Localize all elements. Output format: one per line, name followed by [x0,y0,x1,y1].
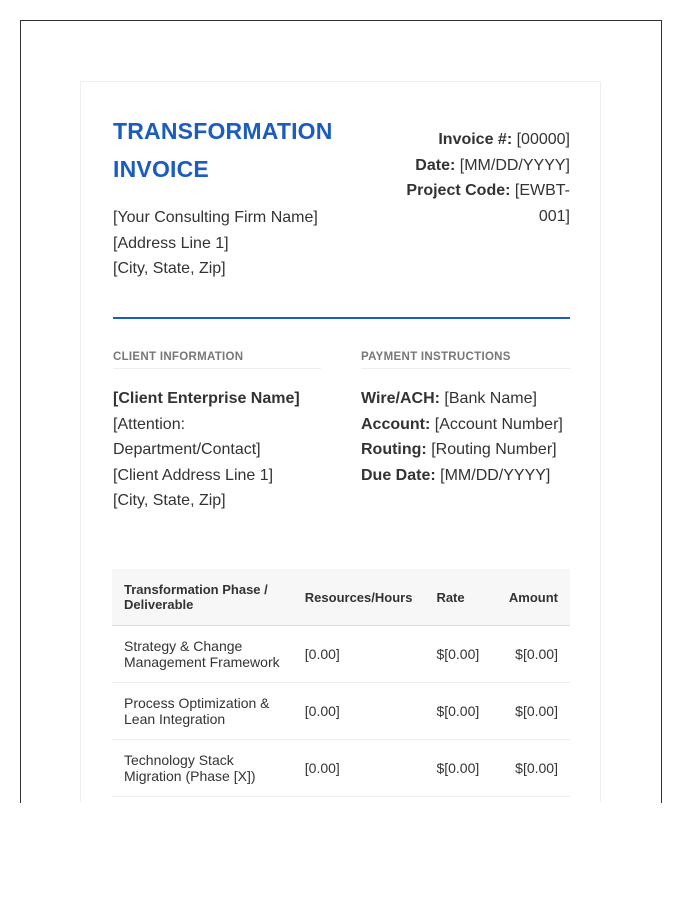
client-address: [Client Address Line 1] [113,466,274,484]
header-divider [113,317,570,319]
cell-hours: [0.00] [293,740,425,797]
cell-rate: $[0.00] [424,740,496,797]
table-header-row [112,569,570,626]
routing-line [361,437,581,463]
cell-rate: $[0.00] [424,683,496,740]
cell-amount: $[0.00] [497,683,570,740]
wire-label: Wire/ACH: [361,390,440,407]
title-line-2: INVOICE [113,156,209,182]
invoice-number-value: [00000] [516,131,570,148]
wire-value: [Bank Name] [444,390,537,407]
client-name: [Client Enterprise Name] [113,390,300,407]
header-phase: Transformation Phase / Deliverable [112,569,293,626]
firm-address: [Address Line 1] [113,234,229,252]
firm-info [113,205,353,282]
due-date-line [361,463,581,489]
cell-amount: $[0.00] [497,626,570,683]
routing-label: Routing: [361,441,427,459]
account-label: Account: [361,415,431,433]
header-hours: Resources/Hours [293,569,425,626]
cell-hours: [0.00] [293,626,425,683]
cell-phase: Process Optimization & Lean Integration [112,683,293,740]
firm-city: [City, State, Zip] [113,260,226,278]
invoice-number-label: Invoice #: [438,131,513,148]
cell-phase: Technology Stack Migration (Phase [X]) [112,740,293,797]
invoice-title [113,112,363,188]
line-items-table [112,569,570,797]
invoice-date-label: Date: [415,156,456,174]
invoice-date-value: [MM/DD/YYYY] [459,156,570,174]
header-rate: Rate [424,569,496,626]
cell-amount: $[0.00] [497,740,570,797]
client-attention: [Attention: [113,415,186,433]
wire-line [361,386,581,412]
header-amount: Amount [497,569,570,626]
due-date-label: Due Date: [361,466,436,484]
client-info-heading: CLIENT INFORMATION [113,351,321,369]
cell-rate: $[0.00] [424,626,496,683]
invoice-number-line [390,127,570,153]
cell-hours: [0.00] [293,683,425,740]
cell-phase: Strategy & Change Management Framework [112,626,293,683]
table-row [112,683,570,740]
invoice-date-line [390,153,570,179]
client-attention-cont: Department/Contact] [113,441,261,459]
client-city: [City, State, Zip] [113,492,226,510]
routing-value: [Routing Number] [431,441,557,459]
table-row [112,740,570,797]
payment-instructions-heading: PAYMENT INSTRUCTIONS [361,351,570,369]
project-code-label: Project Code: [406,182,511,200]
payment-info [361,386,581,488]
project-code-line [390,178,570,204]
table-row [112,626,570,683]
account-value: [Account Number] [434,415,563,433]
client-info [113,386,333,514]
account-line [361,412,581,438]
due-date-value: [MM/DD/YYYY] [440,466,551,484]
firm-name: [Your Consulting Firm Name] [113,209,318,226]
project-code-value: [EWBT- [514,182,570,200]
title-line-1: TRANSFORMATION [113,118,333,144]
invoice-meta [390,127,570,229]
project-code-value-cont: 001] [538,207,570,225]
